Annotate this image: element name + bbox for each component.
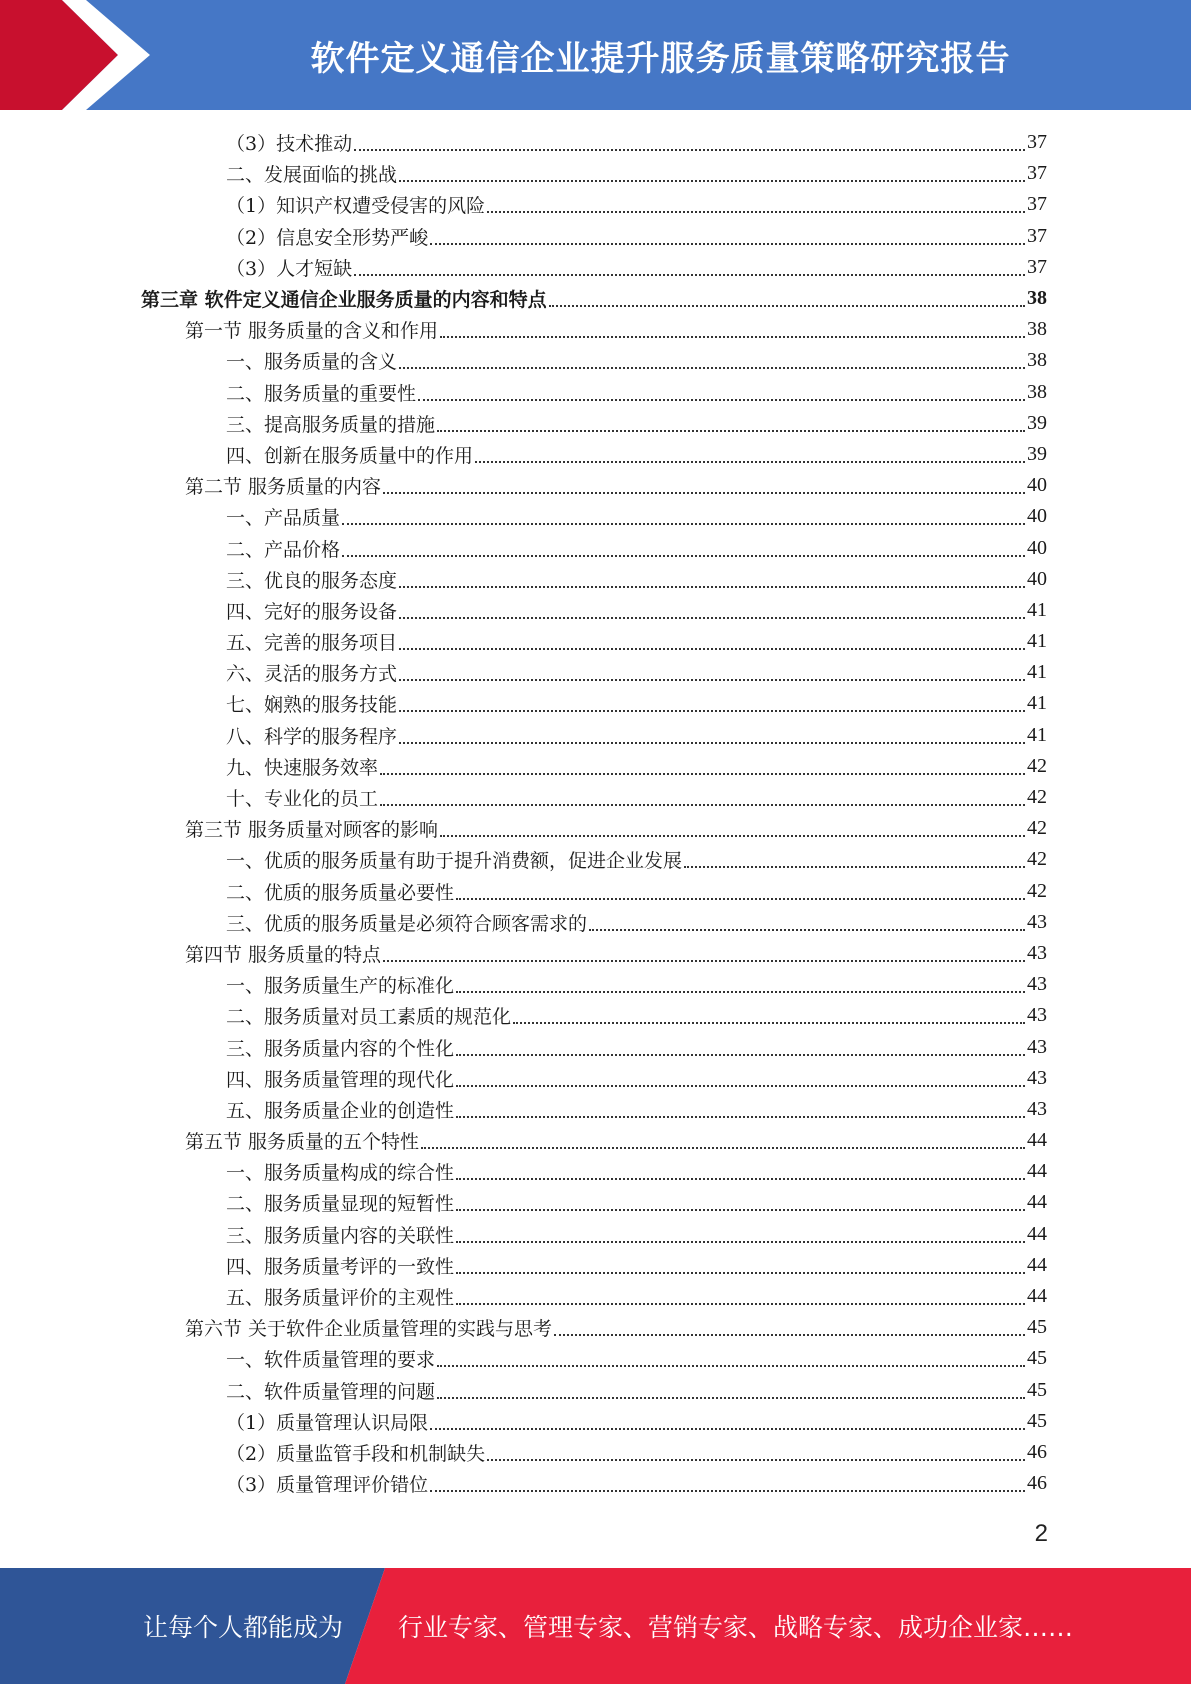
toc-entry-page: 37 bbox=[1027, 255, 1047, 278]
toc-entry-page: 43 bbox=[1027, 1066, 1047, 1089]
toc-entry-title: 一、服务质量的含义 bbox=[226, 351, 398, 374]
toc-dot-leader bbox=[456, 1302, 1025, 1305]
toc-entry-title: 四、创新在服务质量中的作用 bbox=[226, 444, 474, 467]
toc-entry[interactable] bbox=[0, 1094, 1191, 1125]
toc-entry-title: 六、灵活的服务方式 bbox=[226, 663, 398, 686]
toc-entry[interactable] bbox=[0, 657, 1191, 688]
toc-entry-page: 43 bbox=[1027, 941, 1047, 964]
toc-entry-title: 一、产品质量 bbox=[226, 507, 341, 530]
toc-entry-title: 八、科学的服务程序 bbox=[226, 725, 398, 748]
toc-dot-leader bbox=[342, 522, 1025, 525]
toc-entry[interactable] bbox=[0, 626, 1191, 657]
toc-entry-page: 45 bbox=[1027, 1409, 1047, 1432]
toc-entry-title: 一、优质的服务质量有助于提升消费额，促进企业发展 bbox=[226, 850, 683, 873]
toc-entry-page: 40 bbox=[1027, 536, 1047, 559]
toc-entry-title: 第三章 软件定义通信企业服务质量的内容和特点 bbox=[141, 289, 547, 312]
toc-entry-page: 37 bbox=[1027, 193, 1047, 216]
toc-entry-title: （1）知识产权遭受侵害的风险 bbox=[226, 195, 486, 218]
toc-entry-title: 一、服务质量构成的综合性 bbox=[226, 1162, 455, 1185]
toc-entry-title: 第六节 关于软件企业质量管理的实践与思考 bbox=[185, 1318, 553, 1341]
toc-entry-title: 二、软件质量管理的问题 bbox=[226, 1380, 436, 1403]
toc-dot-leader bbox=[456, 1240, 1025, 1243]
toc-entry-title: 一、软件质量管理的要求 bbox=[226, 1349, 436, 1372]
toc-entry-page: 44 bbox=[1027, 1129, 1047, 1152]
toc-entry-title: 九、快速服务效率 bbox=[226, 756, 379, 779]
toc-entry[interactable] bbox=[0, 564, 1191, 595]
toc-entry[interactable] bbox=[0, 844, 1191, 875]
toc-dot-leader bbox=[440, 335, 1025, 338]
toc-entry-title: 四、完好的服务设备 bbox=[226, 600, 398, 623]
toc-dot-leader bbox=[354, 148, 1025, 151]
toc-entry-title: 四、服务质量考评的一致性 bbox=[226, 1255, 455, 1278]
toc-entry[interactable] bbox=[0, 1125, 1191, 1156]
toc-dot-leader bbox=[437, 429, 1025, 432]
toc-entry-page: 37 bbox=[1027, 131, 1047, 154]
toc-entry-page: 45 bbox=[1027, 1347, 1047, 1370]
toc-dot-leader bbox=[421, 1146, 1025, 1149]
toc-dot-leader bbox=[456, 1177, 1025, 1180]
toc-dot-leader bbox=[456, 1053, 1025, 1056]
toc-entry-title: 三、优良的服务态度 bbox=[226, 569, 398, 592]
toc-dot-leader bbox=[380, 803, 1025, 806]
toc-entry[interactable] bbox=[0, 1250, 1191, 1281]
toc-entry[interactable] bbox=[0, 1219, 1191, 1250]
page-header bbox=[0, 0, 1191, 110]
toc-entry-page: 41 bbox=[1027, 661, 1047, 684]
toc-entry-title: 五、服务质量企业的创造性 bbox=[226, 1099, 455, 1122]
toc-entry[interactable] bbox=[0, 782, 1191, 813]
toc-dot-leader bbox=[430, 1489, 1025, 1492]
toc-dot-leader bbox=[475, 460, 1025, 463]
page-footer bbox=[0, 1568, 1191, 1684]
toc-entry-title: 三、服务质量内容的个性化 bbox=[226, 1037, 455, 1060]
toc-entry[interactable] bbox=[0, 1437, 1191, 1468]
toc-dot-leader bbox=[399, 179, 1025, 182]
toc-entry[interactable] bbox=[0, 158, 1191, 189]
toc-dot-leader bbox=[456, 1084, 1025, 1087]
toc-entry-title: 第一节 服务质量的含义和作用 bbox=[185, 320, 439, 343]
toc-entry-title: （3）质量管理评价错位 bbox=[226, 1474, 429, 1497]
toc-dot-leader bbox=[684, 865, 1025, 868]
toc-entry-title: 二、服务质量对员工素质的规范化 bbox=[226, 1006, 512, 1029]
toc-entry[interactable] bbox=[0, 283, 1191, 314]
toc-entry-title: 五、完善的服务项目 bbox=[226, 632, 398, 655]
toc-dot-leader bbox=[513, 1021, 1025, 1024]
toc-entry[interactable] bbox=[0, 345, 1191, 376]
toc-entry-page: 41 bbox=[1027, 598, 1047, 621]
toc-entry-title: 二、服务质量的重要性 bbox=[226, 382, 417, 405]
report-title: 软件定义通信企业提升服务质量策略研究报告 bbox=[310, 38, 1011, 79]
toc-entry-page: 46 bbox=[1027, 1440, 1047, 1463]
toc-entry-title: 三、优质的服务质量是必须符合顾客需求的 bbox=[226, 912, 588, 935]
toc-entry[interactable] bbox=[0, 938, 1191, 969]
toc-entry-title: 四、服务质量管理的现代化 bbox=[226, 1068, 455, 1091]
toc-entry[interactable] bbox=[0, 595, 1191, 626]
toc-dot-leader bbox=[456, 897, 1025, 900]
toc-entry[interactable] bbox=[0, 969, 1191, 1000]
toc-dot-leader bbox=[342, 554, 1025, 557]
toc-entry-title: 三、服务质量内容的关联性 bbox=[226, 1224, 455, 1247]
toc-entry-title: 五、服务质量评价的主观性 bbox=[226, 1287, 455, 1310]
toc-entry-title: （2）质量监管手段和机制缺失 bbox=[226, 1442, 486, 1465]
toc-entry[interactable] bbox=[0, 1000, 1191, 1031]
toc-entry-title: 第二节 服务质量的内容 bbox=[185, 476, 382, 499]
toc-entry[interactable] bbox=[0, 1468, 1191, 1499]
toc-entry-title: 第三节 服务质量对顾客的影响 bbox=[185, 819, 439, 842]
toc-entry-page: 43 bbox=[1027, 910, 1047, 933]
toc-entry-page: 45 bbox=[1027, 1316, 1047, 1339]
toc-entry[interactable] bbox=[0, 377, 1191, 408]
toc-entry[interactable] bbox=[0, 1406, 1191, 1437]
toc-entry-page: 38 bbox=[1027, 287, 1047, 310]
toc-entry[interactable] bbox=[0, 189, 1191, 220]
toc-entry[interactable] bbox=[0, 1343, 1191, 1374]
toc-entry-title: 第五节 服务质量的五个特性 bbox=[185, 1131, 420, 1154]
toc-dot-leader bbox=[399, 678, 1025, 681]
toc-entry-title: （3）技术推动 bbox=[226, 133, 353, 156]
toc-entry-page: 38 bbox=[1027, 349, 1047, 372]
toc-entry-page: 43 bbox=[1027, 1035, 1047, 1058]
toc-entry-page: 44 bbox=[1027, 1160, 1047, 1183]
toc-dot-leader bbox=[354, 273, 1025, 276]
toc-entry-page: 38 bbox=[1027, 380, 1047, 403]
toc-dot-leader bbox=[430, 1427, 1025, 1430]
toc-dot-leader bbox=[418, 398, 1025, 401]
toc-dot-leader bbox=[437, 1396, 1025, 1399]
toc-entry-page: 40 bbox=[1027, 474, 1047, 497]
toc-entry-page: 42 bbox=[1027, 817, 1047, 840]
toc-dot-leader bbox=[383, 491, 1025, 494]
toc-entry-page: 43 bbox=[1027, 973, 1047, 996]
toc-entry[interactable] bbox=[0, 439, 1191, 470]
toc-entry[interactable] bbox=[0, 532, 1191, 563]
footer-roles: 行业专家、管理专家、营销专家、战略专家、成功企业家…… bbox=[398, 1613, 1074, 1642]
toc-dot-leader bbox=[380, 772, 1025, 775]
toc-entry-title: 三、提高服务质量的措施 bbox=[226, 413, 436, 436]
toc-entry-title: 七、娴熟的服务技能 bbox=[226, 694, 398, 717]
toc-entry-page: 44 bbox=[1027, 1285, 1047, 1308]
toc-dot-leader bbox=[549, 304, 1025, 307]
toc-entry[interactable] bbox=[0, 876, 1191, 907]
toc-entry-page: 43 bbox=[1027, 1004, 1047, 1027]
toc-dot-leader bbox=[456, 1208, 1025, 1211]
toc-entry[interactable] bbox=[0, 751, 1191, 782]
toc-entry[interactable] bbox=[0, 314, 1191, 345]
toc-entry-title: （1）质量管理认识局限 bbox=[226, 1411, 429, 1434]
toc-entry[interactable] bbox=[0, 1312, 1191, 1343]
toc-dot-leader bbox=[487, 1458, 1025, 1461]
toc-entry-page: 44 bbox=[1027, 1222, 1047, 1245]
toc-entry[interactable] bbox=[0, 720, 1191, 751]
toc-entry-page: 45 bbox=[1027, 1378, 1047, 1401]
toc-entry[interactable] bbox=[0, 1281, 1191, 1312]
footer-slogan: 让每个人都能成为 bbox=[143, 1613, 344, 1642]
toc-dot-leader bbox=[399, 647, 1025, 650]
toc-entry-page: 41 bbox=[1027, 692, 1047, 715]
toc-entry[interactable] bbox=[0, 907, 1191, 938]
toc-dot-leader bbox=[456, 1271, 1025, 1274]
toc-dot-leader bbox=[399, 366, 1025, 369]
toc-dot-leader bbox=[399, 709, 1025, 712]
toc-entry[interactable] bbox=[0, 501, 1191, 532]
toc-entry[interactable] bbox=[0, 127, 1191, 158]
toc-dot-leader bbox=[437, 1364, 1025, 1367]
page-number: 2 bbox=[1034, 1520, 1048, 1547]
toc-entry[interactable] bbox=[0, 688, 1191, 719]
toc-entry[interactable] bbox=[0, 1375, 1191, 1406]
toc-entry-title: 一、服务质量生产的标准化 bbox=[226, 975, 455, 998]
toc-entry-page: 40 bbox=[1027, 505, 1047, 528]
toc-entry-page: 42 bbox=[1027, 879, 1047, 902]
toc-dot-leader bbox=[383, 959, 1025, 962]
toc-entry-title: （3）人才短缺 bbox=[226, 257, 353, 280]
toc-entry-page: 42 bbox=[1027, 786, 1047, 809]
toc-dot-leader bbox=[399, 585, 1025, 588]
toc-dot-leader bbox=[487, 210, 1025, 213]
toc-entry[interactable] bbox=[0, 1187, 1191, 1218]
toc-entry-title: 第四节 服务质量的特点 bbox=[185, 943, 382, 966]
toc-entry[interactable] bbox=[0, 1063, 1191, 1094]
toc-dot-leader bbox=[589, 928, 1025, 931]
toc-entry-page: 46 bbox=[1027, 1472, 1047, 1495]
toc-entry-page: 37 bbox=[1027, 224, 1047, 247]
toc-entry[interactable] bbox=[0, 221, 1191, 252]
toc-entry-title: 十、专业化的员工 bbox=[226, 788, 379, 811]
toc-entry[interactable] bbox=[0, 252, 1191, 283]
toc-dot-leader bbox=[440, 834, 1025, 837]
toc-entry[interactable] bbox=[0, 408, 1191, 439]
toc-entry-page: 38 bbox=[1027, 318, 1047, 341]
toc-dot-leader bbox=[456, 1115, 1025, 1118]
toc-entry[interactable] bbox=[0, 1156, 1191, 1187]
toc-entry-page: 41 bbox=[1027, 630, 1047, 653]
toc-dot-leader bbox=[554, 1333, 1025, 1336]
toc-entry[interactable] bbox=[0, 813, 1191, 844]
toc-entry-page: 44 bbox=[1027, 1191, 1047, 1214]
toc-dot-leader bbox=[399, 616, 1025, 619]
toc-entry-title: 二、发展面临的挑战 bbox=[226, 164, 398, 187]
toc-entry-page: 37 bbox=[1027, 162, 1047, 185]
toc-entry-title: （2）信息安全形势严峻 bbox=[226, 226, 429, 249]
toc-dot-leader bbox=[456, 990, 1025, 993]
toc-entry-page: 39 bbox=[1027, 411, 1047, 434]
toc-dot-leader bbox=[399, 741, 1025, 744]
toc-entry-page: 42 bbox=[1027, 848, 1047, 871]
toc-entry-title: 二、优质的服务质量必要性 bbox=[226, 881, 455, 904]
toc-entry[interactable] bbox=[0, 470, 1191, 501]
toc-entry-title: 二、服务质量显现的短暂性 bbox=[226, 1193, 455, 1216]
toc-entry-page: 41 bbox=[1027, 723, 1047, 746]
toc-dot-leader bbox=[430, 242, 1025, 245]
toc-entry-page: 39 bbox=[1027, 442, 1047, 465]
toc-entry-page: 43 bbox=[1027, 1097, 1047, 1120]
toc-entry-page: 42 bbox=[1027, 754, 1047, 777]
toc-entry-page: 40 bbox=[1027, 567, 1047, 590]
toc-entry[interactable] bbox=[0, 1031, 1191, 1062]
toc-entry-title: 二、产品价格 bbox=[226, 538, 341, 561]
toc-entry-page: 44 bbox=[1027, 1253, 1047, 1276]
table-of-contents bbox=[0, 127, 1191, 1499]
